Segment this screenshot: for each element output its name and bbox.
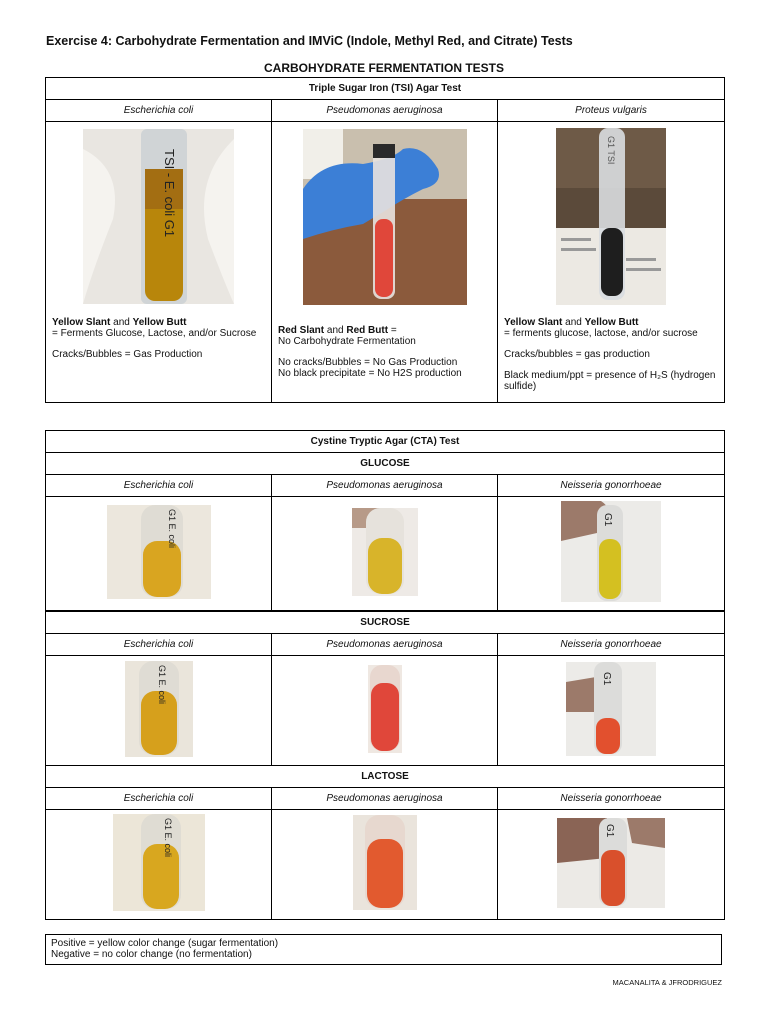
cta-lactose-organism-1: Escherichia coli [46, 787, 272, 809]
cta-lactose-neisseria-photo [557, 818, 665, 908]
tsi-ecoli-gas: Cracks/Bubbles = Gas Production [52, 349, 203, 360]
cta-glucose-pseudo-photo [352, 508, 418, 596]
cta-sugar-lactose: LACTOSE [46, 765, 725, 787]
tsi-proteus-and: and [562, 317, 585, 328]
cta-lactose-organism-3: Neisseria gonorrhoeae [498, 787, 725, 809]
cta-lactose-ecoli-label: G1 E. coli [162, 818, 173, 858]
cta-glucose-neisseria-label: G1 [602, 513, 613, 527]
tsi-ecoli-photo [83, 129, 234, 304]
tsi-proteus-result: = ferments glucose, lactose, and/or sucrose [504, 328, 698, 339]
cta-glucose-organism-3: Neisseria gonorrhoeae [498, 475, 725, 497]
tsi-organism-2: Pseudomonas aeruginosa [272, 100, 498, 122]
tsi-pseudo-butt: Red Butt [346, 325, 389, 336]
cta-sucrose-ecoli-label: G1 E. coli [156, 664, 167, 704]
footnote-box [45, 934, 722, 965]
cta-sucrose-organism-1: Escherichia coli [46, 633, 272, 655]
document-title: Exercise 4: Carbohydrate Fermentation and IMViC (Indole, Methyl Red, and Citrate) Tests [46, 34, 573, 48]
author-footer: MACANALITA & JFRODRIGUEZ [612, 978, 722, 987]
cta-sucrose-neisseria-photo [566, 662, 656, 756]
cta-glucose-organism-2: Pseudomonas aeruginosa [272, 475, 498, 497]
footnote-positive: Positive = yellow color change (sugar fermentation) [51, 938, 279, 949]
cta-sugar-glucose: GLUCOSE [46, 453, 725, 475]
cta-table [45, 430, 725, 920]
cta-sucrose-organism-3: Neisseria gonorrhoeae [498, 633, 725, 655]
cta-glucose-neisseria-cell [498, 497, 725, 611]
tsi-proteus-butt: Yellow Butt [584, 317, 639, 328]
cta-glucose-neisseria-photo [561, 501, 661, 602]
tsi-proteus-cell [498, 122, 725, 403]
cta-lactose-neisseria-cell [498, 809, 725, 919]
tsi-pseudomonas-photo [303, 129, 467, 305]
cta-lactose-organism-2: Pseudomonas aeruginosa [272, 787, 498, 809]
tsi-organism-3: Proteus vulgaris [498, 100, 725, 122]
tsi-pseudo-and: and [324, 325, 347, 336]
cta-glucose-pseudo-cell [272, 497, 498, 611]
tsi-ecoli-and: and [110, 317, 133, 328]
cta-glucose-ecoli-cell [46, 497, 272, 611]
cta-sucrose-organism-2: Pseudomonas aeruginosa [272, 633, 498, 655]
tsi-ecoli-slant: Yellow Slant [52, 317, 111, 328]
tsi-ecoli-result: = Ferments Glucose, Lactose, and/or Sucrose [52, 328, 257, 339]
cta-lactose-ecoli-cell [46, 809, 272, 919]
cta-lactose-pseudo-photo [353, 815, 417, 910]
cta-sucrose-ecoli-cell [46, 655, 272, 765]
tsi-ecoli-butt: Yellow Butt [132, 317, 187, 328]
tsi-pseudo-eq: = [388, 325, 397, 336]
tsi-pseudo-result: No Carbohydrate Fermentation [278, 336, 416, 347]
tsi-pseudo-h2s: No black precipitate = No H2S production [278, 368, 462, 379]
tsi-proteus-tube-label: G1 TSI [606, 136, 616, 165]
cta-sucrose-ecoli-photo [125, 661, 193, 757]
cta-sugar-sucrose: SUCROSE [46, 611, 725, 634]
cta-sucrose-neisseria-label: G1 [601, 671, 612, 685]
cta-sucrose-neisseria-cell [498, 655, 725, 765]
tsi-organism-1: Escherichia coli [46, 100, 272, 122]
tsi-proteus-slant: Yellow Slant [504, 317, 563, 328]
cta-sucrose-pseudo-cell [272, 655, 498, 765]
footnote-negative: Negative = no color change (no fermentation) [51, 949, 252, 960]
tsi-table [45, 77, 725, 403]
cta-glucose-ecoli-label: G1 E. coli [166, 508, 177, 548]
cta-lactose-ecoli-photo [113, 814, 205, 911]
tsi-proteus-photo [556, 128, 666, 305]
tsi-proteus-gas: Cracks/bubbles = gas production [504, 349, 650, 360]
tsi-proteus-h2s: Black medium/ppt = presence of H₂S (hydrogen sulfide) [504, 370, 716, 392]
tsi-header: Triple Sugar Iron (TSI) Agar Test [46, 78, 725, 100]
cta-sucrose-pseudo-photo [368, 665, 402, 753]
tsi-pseudomonas-cell [272, 122, 498, 403]
cta-lactose-pseudo-cell [272, 809, 498, 919]
tsi-ecoli-cell [46, 122, 272, 403]
cta-header: Cystine Tryptic Agar (CTA) Test [46, 431, 725, 453]
tsi-ecoli-tube-label: TSI - E. coli G1 [162, 149, 177, 238]
tsi-pseudo-gas: No cracks/Bubbles = No Gas Production [278, 357, 458, 368]
cta-glucose-ecoli-photo [107, 505, 211, 599]
tsi-pseudo-slant: Red Slant [278, 325, 325, 336]
cta-glucose-organism-1: Escherichia coli [46, 475, 272, 497]
cta-lactose-neisseria-label: G1 [604, 823, 615, 837]
section-title: CARBOHYDRATE FERMENTATION TESTS [264, 61, 504, 75]
